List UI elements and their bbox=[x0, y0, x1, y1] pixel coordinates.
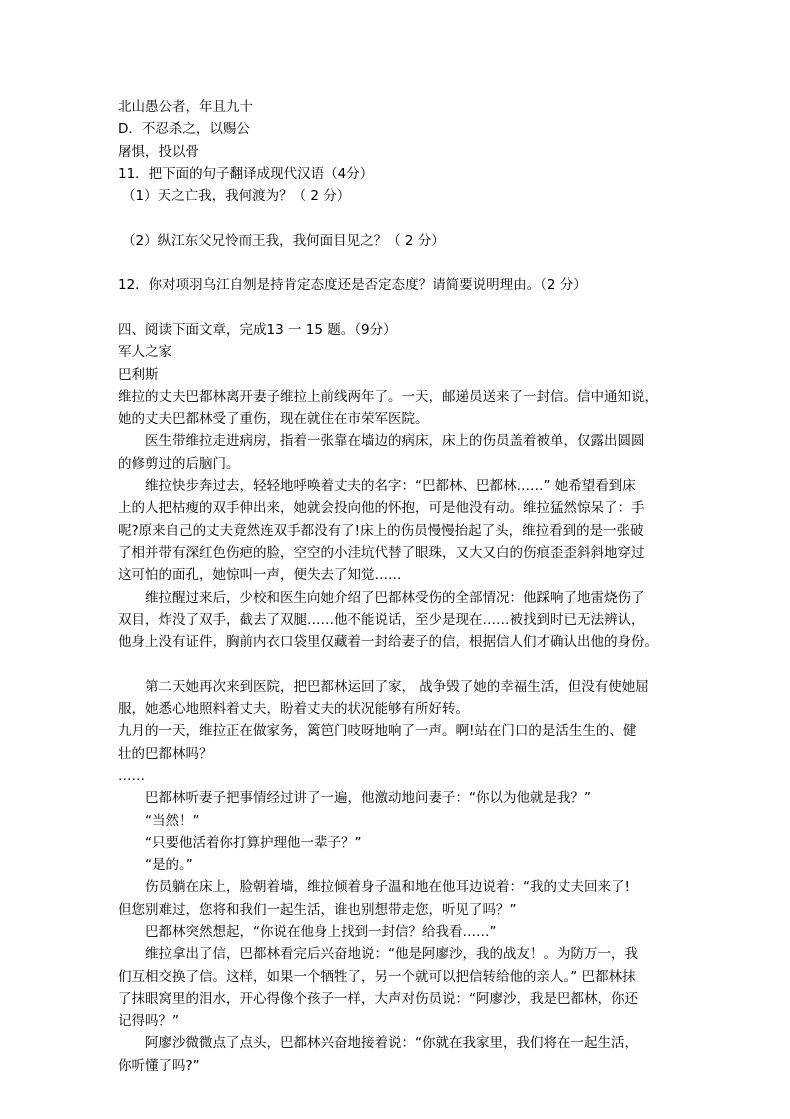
text-line: 九月的一天，维拉正在做家务，篱笆门吱呀地响了一声。啊!站在门口的是活生生的、健 bbox=[118, 723, 637, 740]
text-line: 她的丈夫巴都林受了重伤，现在就住在市荣军医院。 bbox=[118, 411, 429, 428]
text-line: 上的人把枯瘦的双手伸出来，她就会投向他的怀抱，可是他没有动。维拉猛然惊呆了：手 bbox=[118, 500, 645, 517]
text-line: 双目，炸没了双手，截去了双腿……他不能说话，至少是现在……被找到时已无法辨认， bbox=[118, 611, 645, 628]
text-line: 12．你对项羽乌江自刎是持肯定态度还是否定态度？请简要说明理由。（2 分） bbox=[118, 277, 587, 294]
text-line: D．不忍杀之，以赐公 bbox=[118, 121, 250, 138]
blank-line bbox=[118, 297, 680, 319]
text-line: 维拉拿出了信，巴都林看完后兴奋地说：“他是阿廖沙，我的战友！。为防万一，我 bbox=[145, 946, 638, 963]
text-line: 阿廖沙微微点了点头，巴都林兴奋地接着说：“你就在我家里，我们将在一起生活， bbox=[145, 1035, 638, 1052]
text-line: 壮的巴都林吗？ bbox=[118, 745, 213, 762]
text-line: 军人之家 bbox=[118, 344, 172, 361]
text-line: 了抹眼窝里的泪水，开心得像个孩子一样，大声对伤员说：“阿廖沙，我是巴都林，你还 bbox=[118, 990, 638, 1007]
text-line: 屠惧，投以骨 bbox=[118, 143, 199, 160]
text-line: 但您别难过，您将和我们一起生活，谁也别想带走您，听见了吗？” bbox=[118, 901, 517, 918]
text-line: 11．把下面的句子翻译成现代汉语（4分） bbox=[118, 165, 374, 182]
text-line: 了相并带有深红色伤疤的脸，空空的小洼坑代替了眼珠，又大又白的伤痕歪歪斜斜地穿过 bbox=[118, 544, 645, 561]
text-line: …… bbox=[118, 767, 145, 784]
text-line: “是的。” bbox=[145, 857, 193, 874]
text-line: （1）天之亡我，我何渡为？（ 2 分） bbox=[122, 188, 351, 205]
text-line: 维拉的丈夫巴都林离开妻子维拉上前线两年了。一天，邮递员送来了一封信。信中通知说， bbox=[118, 388, 658, 405]
text-line: 的修剪过的后脑门。 bbox=[118, 455, 240, 472]
blank-line bbox=[118, 653, 680, 675]
text-line: 呢?原来自己的丈夫竟然连双手都没有了!床上的伤员慢慢抬起了头，维拉看到的是一张破 bbox=[118, 522, 644, 539]
text-line: 这可怕的面孔，她惊叫一声，便失去了知觉…… bbox=[118, 567, 402, 584]
text-line: 记得吗？” bbox=[118, 1013, 179, 1030]
text-line: 第二天她再次来到医院，把巴都林运回了家， 战争毁了她的幸福生活，但没有使她屈 bbox=[145, 678, 649, 695]
text-line: 巴利斯 bbox=[118, 366, 159, 383]
document-page bbox=[118, 96, 680, 1077]
blank-line bbox=[118, 207, 680, 229]
text-line: 服，她悉心地照料着丈夫，盼着丈夫的状况能够有所好转。 bbox=[118, 701, 469, 718]
text-line: 伤员躺在床上，脸朝着墙，维拉倾着身子温和地在他耳边说着：“我的丈夫回来了! bbox=[145, 879, 630, 896]
text-line: 巴都林突然想起，“你说在他身上找到一封信？给我看……” bbox=[145, 923, 497, 940]
text-line: 你听懂了吗?” bbox=[118, 1057, 200, 1074]
text-line: 他身上没有证件，胸前内衣口袋里仅藏着一封给妻子的信，根据信人们才确认出他的身份。 bbox=[118, 634, 658, 651]
text-line: 北山愚公者，年且九十 bbox=[118, 99, 253, 115]
text-line: 维拉快步奔过去，轻轻地呼唤着丈夫的名字：“巴都林、巴都林……” 她希望看到床 bbox=[145, 478, 636, 495]
text-line: 巴都林听妻子把事情经过讲了一遍，他激动地问妻子：“你以为他就是我？” bbox=[145, 790, 591, 807]
text-line: 们互相交换了信。这样，如果一个牺牲了，另一个就可以把信转给他的亲人。” 巴都林抹 bbox=[118, 968, 636, 985]
text-line: 维拉醒过来后，少校和医生向她介绍了巴都林受伤的全部情况：他踩响了地雷烧伤了 bbox=[145, 589, 645, 606]
blank-line bbox=[118, 252, 680, 274]
text-line: “当然！” bbox=[145, 812, 200, 829]
text-line: 医生带维拉走进病房，指着一张靠在墙边的病床，床上的伤员盖着被单，仅露出圆圆 bbox=[145, 433, 645, 450]
text-line: （2）纵江东父兄怜而王我，我何面目见之？（ 2 分） bbox=[122, 232, 445, 249]
text-line: 四、阅读下面文章，完成13 一 15 题。（9分） bbox=[118, 321, 397, 338]
text-line: “只要他活着你打算护理他一辈子？” bbox=[145, 834, 362, 851]
